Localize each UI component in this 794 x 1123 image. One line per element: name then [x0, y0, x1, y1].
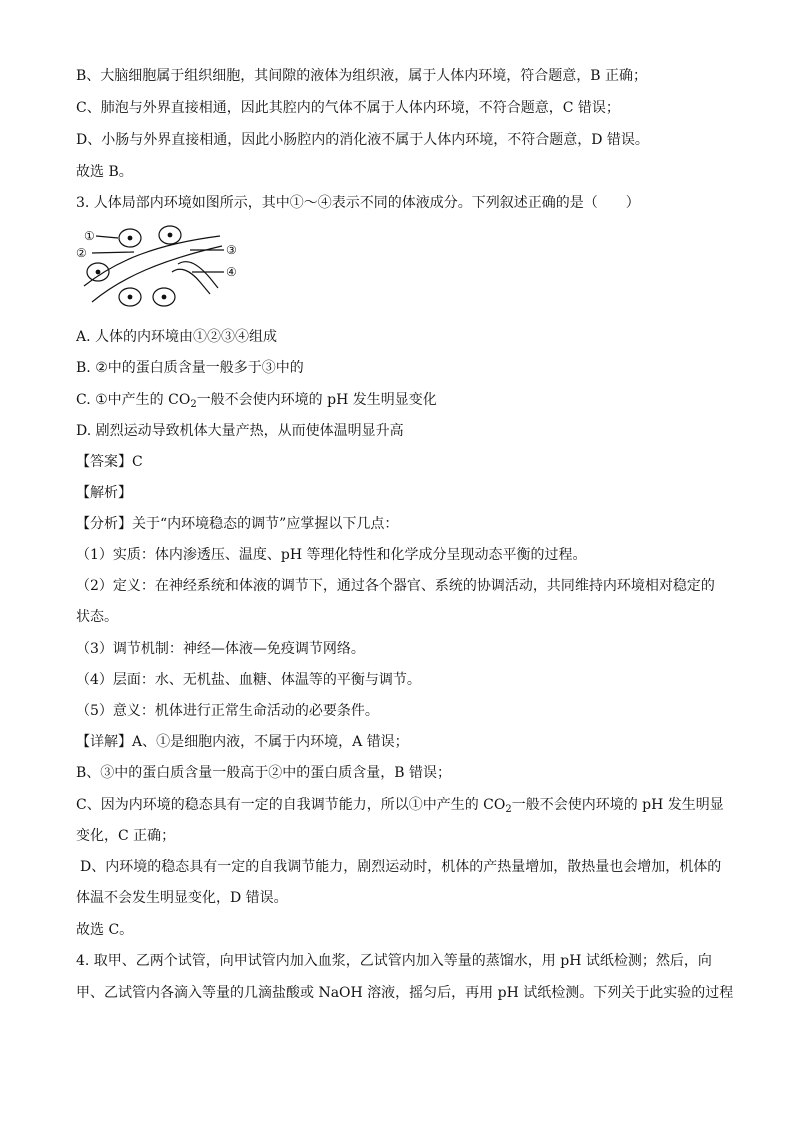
- subscript: 2: [190, 399, 197, 410]
- text-line: 状态。: [76, 609, 118, 625]
- option-c-text: C. ①中产生的 CO: [76, 392, 191, 408]
- text-line: D、内环境的稳态具有一定的自我调节能力，剧烈运动时，机体的产热量增加，散热量也会增加，机体的: [80, 859, 722, 875]
- vessel-wall-upper: [84, 236, 220, 286]
- text-line: 变化，C 正确；: [76, 828, 176, 844]
- text-line: 故选 B。: [76, 164, 133, 180]
- lymph-vessel-wall: [172, 269, 210, 294]
- question-3-stem: 3. 人体局部内环境如图所示，其中①～④表示不同的体液成分。下列叙述正确的是（ ）: [76, 195, 640, 211]
- text-line: 体温不会发生明显变化，D 错误。: [76, 890, 288, 906]
- answer-line: 【答案】C: [76, 454, 143, 470]
- diagram-label-1: ①: [84, 229, 95, 243]
- text-line: 故选 C。: [76, 922, 134, 938]
- text-line: （1）实质：体内渗透压、温度、pH 等理化特性和化学成分呈现动态平衡的过程。: [76, 547, 587, 563]
- text-span: 一般不会使内环境的 pH 发生明显: [511, 797, 724, 813]
- option-c-text: 一般不会使内环境的 pH 发生明显变化: [196, 392, 437, 408]
- leader-line: [92, 252, 134, 253]
- internal-environment-diagram: [72, 222, 242, 322]
- text-line: （2）定义：在神经系统和体液的调节下，通过各个器官、系统的协调活动，共同维持内环境相对稳定的: [76, 578, 715, 594]
- text-line: B、③中的蛋白质含量一般高于②中的蛋白质含量，B 错误；: [76, 765, 452, 781]
- diagram-label-3: ③: [226, 243, 237, 257]
- vessel-wall-lower: [92, 246, 222, 302]
- option-c: [76, 390, 736, 410]
- text-line: D、小肠与外界直接相通，因此小肠腔内的消化液不属于人体内环境，不符合题意，D 错误。: [76, 132, 649, 148]
- option-d: D. 剧烈运动导致机体大量产热，从而使体温明显升高: [76, 423, 404, 439]
- subscript: 2: [505, 804, 512, 815]
- text-line: （4）层面：水、无机盐、血糖、体温等的平衡与调节。: [76, 672, 421, 688]
- text-span: C、因为内环境的稳态具有一定的自我调节能力，所以①中产生的 CO: [76, 797, 506, 813]
- option-a: A. 人体的内环境由①②③④组成: [76, 329, 278, 345]
- text-line: 【分析】关于“内环境稳态的调节”应掌握以下几点：: [76, 516, 399, 532]
- text-line: （3）调节机制：神经—体液—免疫调节网络。: [76, 641, 365, 657]
- lymph-vessel-wall: [178, 262, 218, 288]
- text-line: 【详解】A、①是细胞内液，不属于内环境，A 错误；: [76, 734, 409, 750]
- analysis-heading: 【解析】: [76, 485, 132, 501]
- text-line: B、大脑细胞属于组织细胞，其间隙的液体为组织液，属于人体内环境，符合题意，B 正确；: [76, 68, 648, 84]
- question-4-stem: 甲、乙试管内各滴入等量的几滴盐酸或 NaOH 溶液，摇匀后，再用 pH 试纸检测。下列关于此实验的过程: [76, 985, 734, 1001]
- diagram-label-4: ④: [226, 265, 237, 279]
- text-line: （5）意义：机体进行正常生命活动的必要条件。: [76, 703, 379, 719]
- question-4-stem: 4. 取甲、乙两个试管，向甲试管内加入血浆，乙试管内加入等量的蒸馏水，用 pH 试纸检测；然后，向: [76, 953, 712, 969]
- text-line: [76, 795, 736, 815]
- diagram-label-2: ②: [76, 246, 87, 260]
- leader-line: [96, 236, 118, 238]
- text-line: C、肺泡与外界直接相通，因此其腔内的气体不属于人体内环境，不符合题意，C 错误；: [76, 100, 620, 116]
- option-b: B. ②中的蛋白质含量一般多于③中的: [76, 360, 304, 376]
